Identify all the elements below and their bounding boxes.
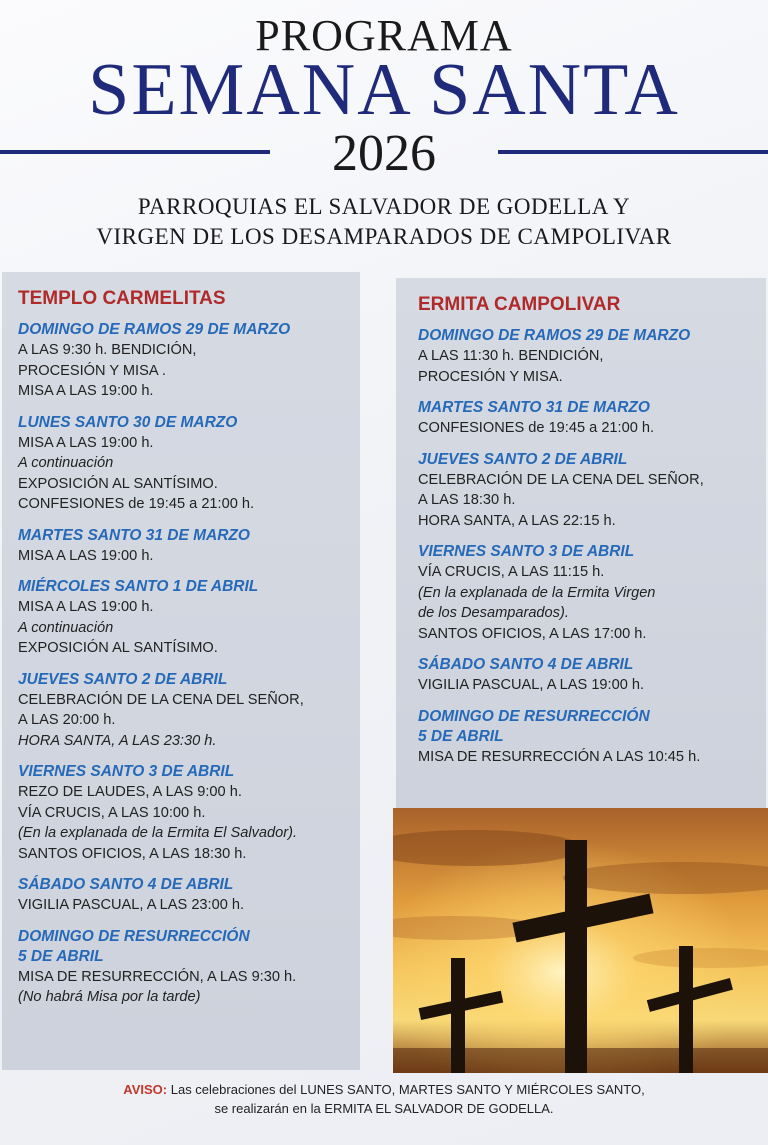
event-block: [418, 542, 766, 644]
event-detail: CELEBRACIÓN DE LA CENA DEL SEÑOR,: [418, 471, 704, 488]
event-title: DOMINGO DE RESURRECCIÓN: [18, 927, 250, 945]
event-title: JUEVES SANTO 2 DE ABRIL: [418, 450, 628, 468]
event-detail: (No habrá Misa por la tarde): [18, 989, 201, 1005]
event-block: [18, 670, 360, 752]
event-list: [18, 320, 360, 1008]
event-list: [418, 326, 766, 767]
event-detail: SANTOS OFICIOS, A LAS 18:30 h.: [18, 845, 247, 862]
event-detail: de los Desamparados).: [418, 605, 569, 621]
event-title: MARTES SANTO 31 DE MARZO: [418, 399, 650, 416]
event-detail: CELEBRACIÓN DE LA CENA DEL SEÑOR,: [18, 691, 304, 708]
event-title: VIERNES SANTO 3 DE ABRIL: [18, 763, 235, 780]
event-block: [18, 526, 360, 567]
notice-label: AVISO:: [123, 1082, 168, 1097]
poster-header: [0, 0, 768, 265]
event-detail: EXPOSICIÓN AL SANTÍSIMO.: [18, 640, 218, 656]
notice-line-2: se realizarán en la ERMITA EL SALVADOR DE GODELLA.: [214, 1101, 554, 1116]
event-detail: VIGILIA PASCUAL, A LAS 19:00 h.: [418, 677, 645, 693]
event-title: SÁBADO SANTO 4 DE ABRIL: [18, 876, 234, 893]
programa-heading: PROGRAMA: [255, 11, 513, 60]
event-block: [18, 927, 360, 1008]
event-detail: MISA A LAS 19:00 h.: [18, 599, 154, 615]
event-block: [418, 707, 766, 768]
event-detail: PROCESIÓN Y MISA .: [18, 362, 166, 379]
event-block: [418, 326, 766, 387]
event-detail: MISA A LAS 19:00 h.: [18, 547, 154, 564]
event-title: 5 DE ABRIL: [18, 947, 104, 965]
event-detail: SANTOS OFICIOS, A LAS 17:00 h.: [418, 625, 647, 642]
event-block: [18, 320, 360, 402]
event-detail: REZO DE LAUDES, A LAS 9:00 h.: [18, 784, 242, 800]
column-title: ERMITA CAMPOLIVAR: [418, 294, 621, 315]
event-title: 5 DE ABRIL: [418, 727, 504, 745]
event-detail: MISA A LAS 19:00 h.: [18, 434, 154, 451]
notice-line-1: Las celebraciones del LUNES SANTO, MARTES SANTO Y MIÉRCOLES SANTO,: [170, 1082, 645, 1097]
event-detail: HORA SANTA, A LAS 23:30 h.: [18, 732, 217, 749]
column-title: TEMPLO CARMELITAS: [18, 288, 226, 309]
notice: [0, 1080, 768, 1118]
event-detail: A continuación: [18, 619, 114, 636]
event-block: [18, 762, 360, 864]
event-title: MIÉRCOLES SANTO 1 DE ABRIL: [18, 578, 259, 595]
three-crosses-sunset-icon: [393, 808, 768, 1073]
year-heading: 2026: [332, 125, 436, 182]
event-block: [18, 413, 360, 515]
event-detail: A LAS 20:00 h.: [18, 712, 116, 728]
event-detail: A LAS 9:30 h. BENDICIÓN,: [18, 342, 197, 358]
event-detail: VÍA CRUCIS, A LAS 10:00 h.: [18, 804, 206, 821]
event-detail: PROCESIÓN Y MISA.: [418, 368, 563, 385]
event-detail: MISA DE RESURRECCIÓN A LAS 10:45 h.: [418, 748, 701, 765]
event-block: [18, 875, 360, 916]
event-detail: MISA A LAS 19:00 h.: [18, 383, 154, 399]
event-block: [18, 577, 360, 659]
parishes-line-1: PARROQUIAS EL SALVADOR DE GODELLA Y: [137, 194, 631, 219]
event-detail: A continuación: [18, 455, 114, 471]
event-title: DOMINGO DE RAMOS 29 DE MARZO: [18, 321, 291, 338]
event-block: [418, 398, 766, 439]
event-title: VIERNES SANTO 3 DE ABRIL: [418, 543, 635, 560]
event-detail: A LAS 18:30 h.: [418, 492, 516, 508]
event-detail: MISA DE RESURRECCIÓN, A LAS 9:30 h.: [18, 968, 297, 985]
event-title: MARTES SANTO 31 DE MARZO: [18, 526, 250, 544]
event-detail: CONFESIONES de 19:45 a 21:00 h.: [418, 420, 655, 436]
event-block: [418, 450, 766, 532]
event-detail: (En la explanada de la Ermita El Salvador).: [18, 825, 298, 841]
event-title: LUNES SANTO 30 DE MARZO: [18, 413, 238, 431]
event-detail: A LAS 11:30 h. BENDICIÓN,: [418, 348, 604, 364]
ermita-campolivar-column: [396, 278, 766, 808]
event-detail: EXPOSICIÓN AL SANTÍSIMO.: [18, 475, 218, 492]
event-detail: HORA SANTA, A LAS 22:15 h.: [418, 512, 616, 529]
event-title: DOMINGO DE RESURRECCIÓN: [418, 707, 650, 725]
event-block: [418, 655, 766, 696]
event-detail: VIGILIA PASCUAL, A LAS 23:00 h.: [18, 897, 245, 913]
event-detail: VÍA CRUCIS, A LAS 11:15 h.: [418, 564, 605, 580]
event-title: JUEVES SANTO 2 DE ABRIL: [18, 670, 228, 688]
templo-carmelitas-column: [2, 272, 360, 1070]
parishes-line-2: VIRGEN DE LOS DESAMPARADOS DE CAMPOLIVAR: [96, 224, 672, 249]
event-title: SÁBADO SANTO 4 DE ABRIL: [418, 656, 634, 673]
event-detail: CONFESIONES de 19:45 a 21:00 h.: [18, 496, 255, 512]
event-title: DOMINGO DE RAMOS 29 DE MARZO: [418, 327, 691, 344]
event-detail: (En la explanada de la Ermita Virgen: [418, 584, 656, 601]
semana-santa-heading: SEMANA SANTA: [88, 49, 680, 131]
